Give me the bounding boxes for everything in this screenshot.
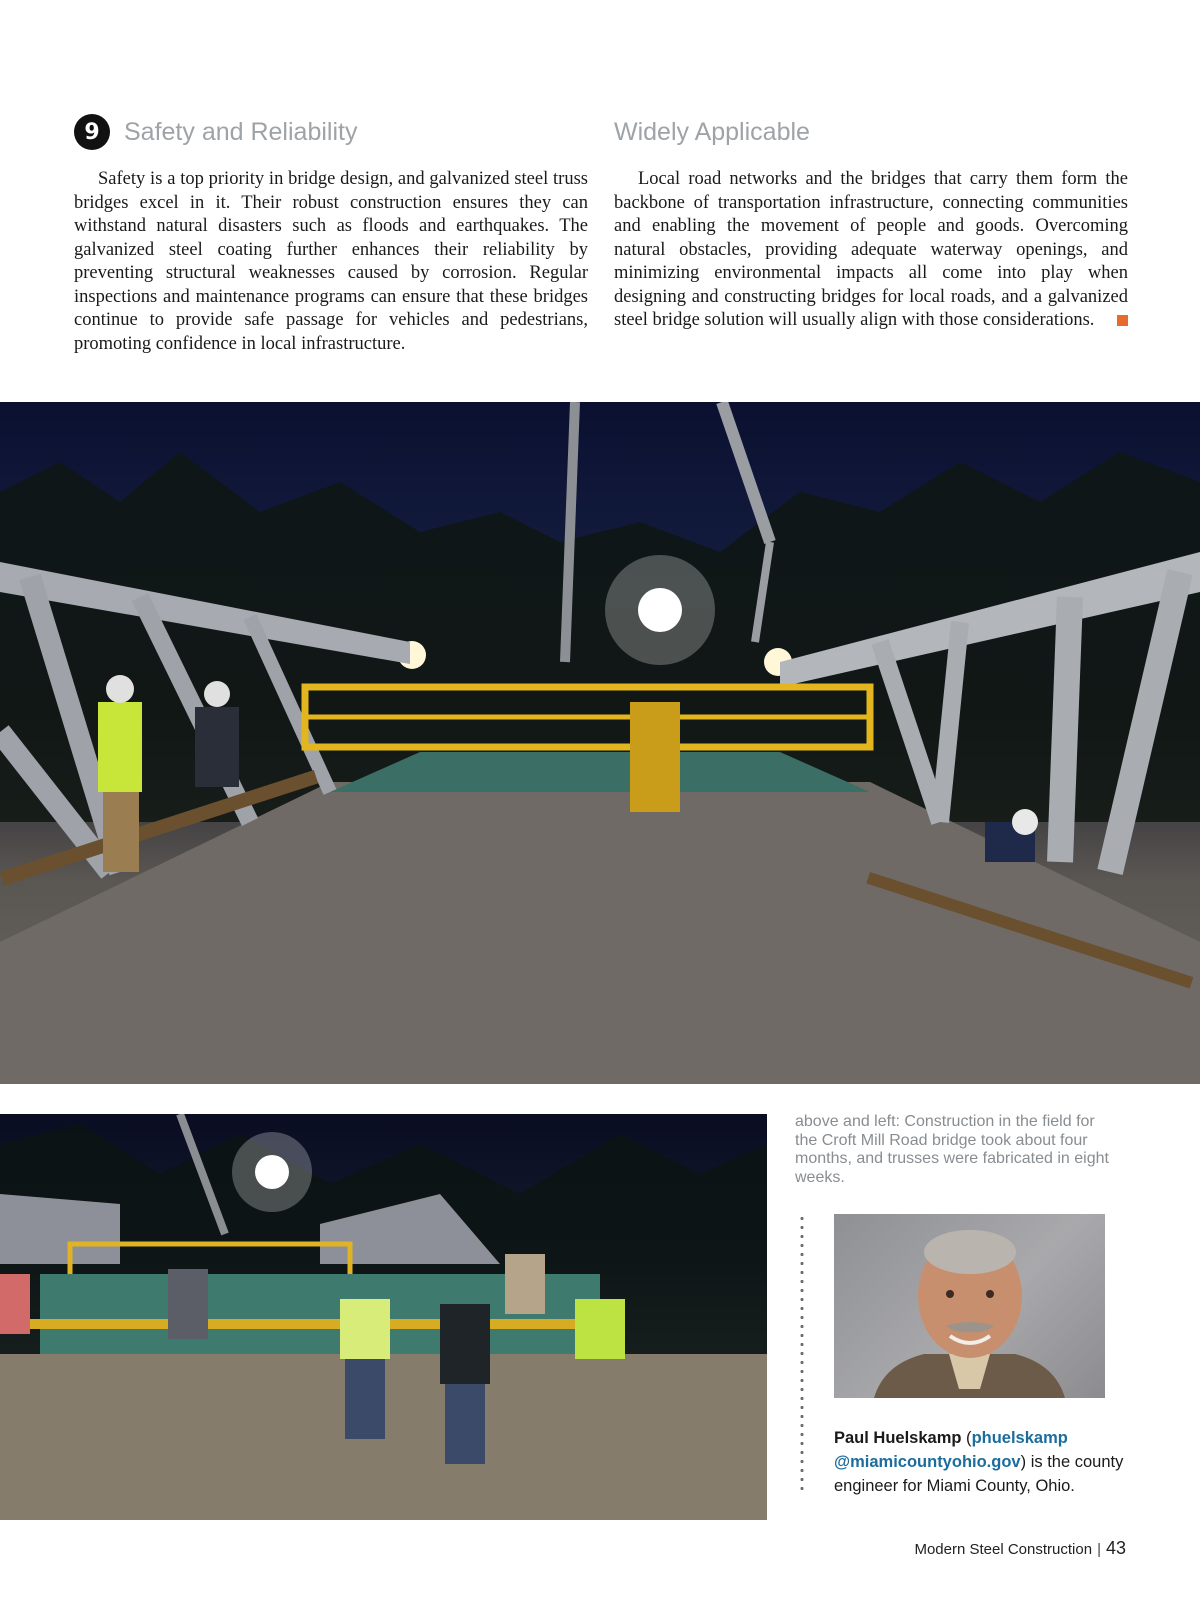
author-description: is the county engineer for Miami County, Ohio. <box>834 1453 1124 1495</box>
author-email-domain: @miamicountyohio.gov <box>834 1453 1021 1471</box>
section-title-applicable: Widely Applicable <box>614 117 810 146</box>
bridge-site-crew-photo <box>0 1114 767 1520</box>
publication-name: Modern Steel Construction <box>914 1541 1093 1558</box>
dotted-divider <box>800 1214 804 1492</box>
article-end-mark <box>1117 315 1128 326</box>
applicable-paragraph <box>614 168 1128 333</box>
close-paren: ) <box>1020 1453 1027 1471</box>
open-paren: ( <box>961 1429 972 1447</box>
section-number-badge: 9 <box>74 114 110 150</box>
bridge-crew-night-image <box>0 1114 767 1520</box>
page-number: 43 <box>1105 1538 1126 1558</box>
safety-body <box>74 168 588 356</box>
photo-caption: above and left: Construction in the field for the Croft Mill Road bridge took about four months, and trusses were fabricated in eight weeks. <box>795 1113 1109 1186</box>
safety-heading <box>74 112 357 152</box>
page-footer <box>914 1538 1126 1559</box>
author-name: Paul Huelskamp <box>834 1429 962 1447</box>
applicable-body <box>614 168 1128 333</box>
safety-paragraph: Safety is a top priority in bridge design, and galvanized steel truss bridges excel in it. Their robust construction ensures they can withstand natural disasters such as floods and earthquakes. The galvanized steel coating further enhances their reliability by preventing structural weaknesses caused by corrosion. Regular inspections and maintenance programs can ensure that these bridges continue to provide safe passage for vehicles and pedestrians, promoting confidence in local infrastructure. <box>74 169 588 354</box>
bridge-deck-night-image <box>0 402 1200 1084</box>
author-headshot <box>834 1214 1105 1398</box>
author-email-user: phuelskamp <box>971 1429 1068 1447</box>
author-portrait-image <box>834 1214 1105 1398</box>
section-title-safety: Safety and Reliability <box>124 117 358 146</box>
author-bio <box>834 1426 1134 1498</box>
applicable-paragraph-text: Local road networks and the bridges that carry them form the backbone of transportation infrastructure, connecting communities and enabling the movement of people and goods. Overcoming natural obstacles, providing adequate waterway openings, and minimizing environmental impacts all come into play when designing and constructing bridges for local roads, and a galvanized steel bridge solution will usually align with those considerations. <box>614 169 1128 330</box>
bridge-construction-photo <box>0 402 1200 1084</box>
applicable-heading <box>614 112 810 152</box>
footer-separator: | <box>1097 1541 1101 1558</box>
